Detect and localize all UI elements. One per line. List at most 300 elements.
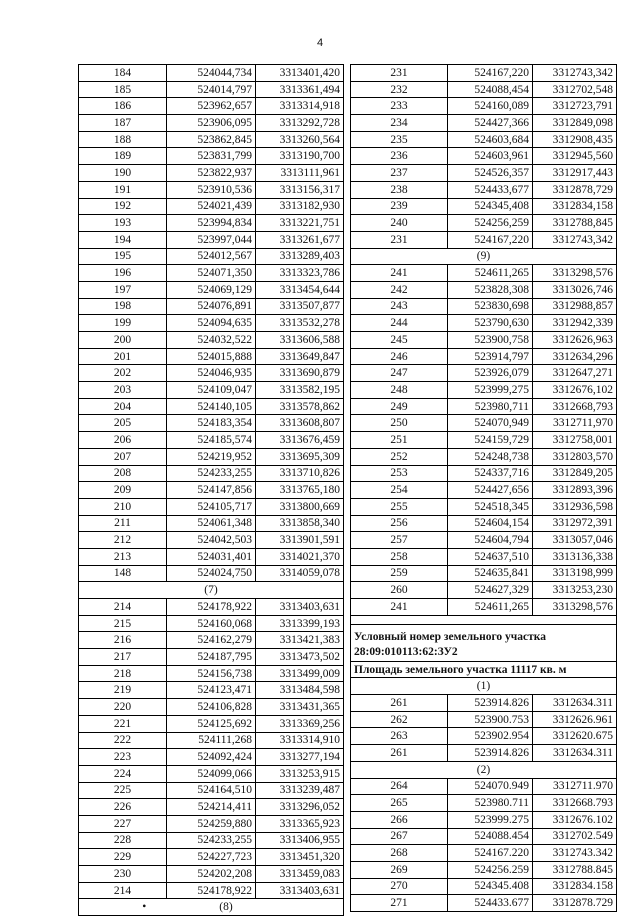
x-coordinate-cell: 523962,657 bbox=[167, 98, 256, 115]
point-number-cell: 255 bbox=[351, 498, 448, 515]
blank-row bbox=[351, 615, 617, 624]
x-coordinate-cell: 524178,922 bbox=[167, 599, 256, 616]
blank-cell bbox=[351, 615, 617, 624]
coordinate-row bbox=[351, 582, 617, 599]
y-coordinate-cell: 3312723,791 bbox=[533, 98, 617, 115]
plot-number-heading: Условный номер земельного участка 28:09:010113:62:ЗУ2 bbox=[351, 624, 617, 661]
x-coordinate-cell: 523914.826 bbox=[448, 745, 533, 762]
y-coordinate-cell: 3313314,910 bbox=[256, 732, 344, 749]
x-coordinate-cell: 524526,357 bbox=[448, 165, 533, 182]
point-number-cell: 271 bbox=[351, 895, 448, 912]
x-coordinate-cell: 524140,105 bbox=[167, 398, 256, 415]
coordinate-row bbox=[79, 782, 344, 799]
y-coordinate-cell: 3313578,862 bbox=[256, 398, 344, 415]
point-number-cell: 215 bbox=[79, 615, 167, 632]
coordinate-row bbox=[79, 165, 344, 182]
x-coordinate-cell: 523828,308 bbox=[448, 281, 533, 298]
x-coordinate-cell: 523914,797 bbox=[448, 348, 533, 365]
coordinate-row bbox=[79, 265, 344, 282]
coordinate-row bbox=[351, 878, 617, 895]
x-coordinate-cell: 524071,350 bbox=[167, 265, 256, 282]
point-number-cell: 256 bbox=[351, 515, 448, 532]
coordinate-row bbox=[351, 365, 617, 382]
y-coordinate-cell: 3312936,598 bbox=[533, 498, 617, 515]
y-coordinate-cell: 3313901,591 bbox=[256, 532, 344, 549]
point-number-cell: 186 bbox=[79, 98, 167, 115]
x-coordinate-cell: 524603,961 bbox=[448, 148, 533, 165]
coordinates-table-right-body bbox=[351, 65, 617, 912]
point-number-cell: 213 bbox=[79, 548, 167, 565]
point-number-cell: 223 bbox=[79, 749, 167, 766]
x-coordinate-cell: 524099,066 bbox=[167, 765, 256, 782]
x-coordinate-cell: 524187,795 bbox=[167, 649, 256, 666]
point-number-cell: 229 bbox=[79, 849, 167, 866]
point-number-cell: 209 bbox=[79, 482, 167, 499]
x-coordinate-cell: 524167.220 bbox=[448, 845, 533, 862]
point-number-cell: 222 bbox=[79, 732, 167, 749]
y-coordinate-cell: 3312676.102 bbox=[533, 811, 617, 828]
coordinate-row bbox=[351, 165, 617, 182]
x-coordinate-cell: 524518,345 bbox=[448, 498, 533, 515]
contour-label-cell bbox=[351, 678, 617, 695]
y-coordinate-cell: 3313690,879 bbox=[256, 365, 344, 382]
contour-separator-row bbox=[351, 678, 617, 695]
coordinate-row bbox=[79, 115, 344, 132]
point-number-cell: 230 bbox=[79, 866, 167, 883]
y-coordinate-cell: 3313473,502 bbox=[256, 649, 344, 666]
y-coordinate-cell: 3313403,631 bbox=[256, 599, 344, 616]
point-number-cell: 242 bbox=[351, 281, 448, 298]
coordinate-row bbox=[351, 281, 617, 298]
point-number-cell: 245 bbox=[351, 332, 448, 349]
y-coordinate-cell: 3313314,918 bbox=[256, 98, 344, 115]
y-coordinate-cell: 3313296,052 bbox=[256, 799, 344, 816]
point-number-cell: 219 bbox=[79, 682, 167, 699]
y-coordinate-cell: 3313260,564 bbox=[256, 131, 344, 148]
x-coordinate-cell: 523994,834 bbox=[167, 215, 256, 232]
x-coordinate-cell: 524162,279 bbox=[167, 632, 256, 649]
point-number-cell: 246 bbox=[351, 348, 448, 365]
coordinate-row bbox=[79, 348, 344, 365]
x-coordinate-cell: 523790,630 bbox=[448, 315, 533, 332]
coordinate-row bbox=[79, 498, 344, 515]
point-number-cell: 237 bbox=[351, 165, 448, 182]
x-coordinate-cell: 524024,750 bbox=[167, 565, 256, 582]
y-coordinate-cell: 3313858,340 bbox=[256, 515, 344, 532]
coordinate-row bbox=[79, 699, 344, 716]
coordinate-row bbox=[79, 649, 344, 666]
y-coordinate-cell: 3313800,669 bbox=[256, 498, 344, 515]
x-coordinate-cell: 524094,635 bbox=[167, 315, 256, 332]
y-coordinate-cell: 3313239,487 bbox=[256, 782, 344, 799]
point-number-cell: 208 bbox=[79, 465, 167, 482]
coordinate-row bbox=[351, 695, 617, 712]
y-coordinate-cell: 3312788.845 bbox=[533, 861, 617, 878]
coordinate-row bbox=[79, 532, 344, 549]
point-number-cell: 247 bbox=[351, 365, 448, 382]
coordinate-row bbox=[351, 115, 617, 132]
y-coordinate-cell: 3313361,494 bbox=[256, 81, 344, 98]
y-coordinate-cell: 3312878.729 bbox=[533, 895, 617, 912]
coordinate-row bbox=[351, 348, 617, 365]
point-number-cell: 259 bbox=[351, 565, 448, 582]
point-number-cell: 193 bbox=[79, 215, 167, 232]
point-number-cell: 217 bbox=[79, 649, 167, 666]
coordinate-row bbox=[351, 65, 617, 82]
y-coordinate-cell: 3312626.961 bbox=[533, 711, 617, 728]
y-coordinate-cell: 3313649,847 bbox=[256, 348, 344, 365]
x-coordinate-cell: 523997,044 bbox=[167, 231, 256, 248]
y-coordinate-cell: 3312834.158 bbox=[533, 878, 617, 895]
coordinate-row bbox=[351, 415, 617, 432]
x-coordinate-cell: 524345.408 bbox=[448, 878, 533, 895]
coordinate-row bbox=[79, 148, 344, 165]
x-coordinate-cell: 524106,828 bbox=[167, 699, 256, 716]
contour-label: (2) bbox=[476, 763, 491, 776]
coordinate-row bbox=[351, 315, 617, 332]
point-number-cell: 236 bbox=[351, 148, 448, 165]
coordinate-row bbox=[79, 882, 344, 899]
x-coordinate-cell: 523831,799 bbox=[167, 148, 256, 165]
coordinate-row bbox=[79, 231, 344, 248]
coordinate-row bbox=[79, 181, 344, 198]
coordinate-row bbox=[79, 632, 344, 649]
y-coordinate-cell: 3313057,046 bbox=[533, 532, 617, 549]
coordinate-row bbox=[79, 248, 344, 265]
x-coordinate-cell: 524088,454 bbox=[448, 81, 533, 98]
point-number-cell: 227 bbox=[79, 815, 167, 832]
y-coordinate-cell: 3313221,751 bbox=[256, 215, 344, 232]
coordinates-table-right bbox=[350, 64, 617, 912]
point-number-cell: 266 bbox=[351, 811, 448, 828]
coordinate-row bbox=[351, 131, 617, 148]
x-coordinate-cell: 524259,880 bbox=[167, 815, 256, 832]
coordinate-row bbox=[351, 895, 617, 912]
y-coordinate-cell: 3313401,420 bbox=[256, 65, 344, 82]
point-number-cell: 261 bbox=[351, 695, 448, 712]
coordinate-row bbox=[351, 498, 617, 515]
point-number-cell: 192 bbox=[79, 198, 167, 215]
coordinate-row bbox=[79, 482, 344, 499]
coordinate-row bbox=[79, 332, 344, 349]
coordinate-row bbox=[351, 81, 617, 98]
point-number-cell: 263 bbox=[351, 728, 448, 745]
x-coordinate-cell: 524164,510 bbox=[167, 782, 256, 799]
point-number-cell: 198 bbox=[79, 298, 167, 315]
x-coordinate-cell: 524111,268 bbox=[167, 732, 256, 749]
point-number-cell: 226 bbox=[79, 799, 167, 816]
x-coordinate-cell: 524088.454 bbox=[448, 828, 533, 845]
coordinate-row bbox=[79, 749, 344, 766]
point-number-cell: 224 bbox=[79, 765, 167, 782]
y-coordinate-cell: 3314021,370 bbox=[256, 548, 344, 565]
x-coordinate-cell: 523926,079 bbox=[448, 365, 533, 382]
coordinate-row bbox=[79, 448, 344, 465]
coordinate-row bbox=[79, 732, 344, 749]
point-number-cell: 221 bbox=[79, 715, 167, 732]
point-number-cell: 197 bbox=[79, 281, 167, 298]
coordinate-row bbox=[351, 198, 617, 215]
point-number-cell: 250 bbox=[351, 415, 448, 432]
x-coordinate-cell: 524031,401 bbox=[167, 548, 256, 565]
y-coordinate-cell: 3313765,180 bbox=[256, 482, 344, 499]
point-number-cell: 216 bbox=[79, 632, 167, 649]
y-coordinate-cell: 3313431,365 bbox=[256, 699, 344, 716]
x-coordinate-cell: 524092,424 bbox=[167, 749, 256, 766]
coordinate-row bbox=[351, 448, 617, 465]
coordinate-row bbox=[351, 215, 617, 232]
coordinate-row bbox=[351, 795, 617, 812]
y-coordinate-cell: 3313499,009 bbox=[256, 665, 344, 682]
x-coordinate-cell: 524202,208 bbox=[167, 866, 256, 883]
coordinate-row bbox=[351, 532, 617, 549]
point-number-cell: 261 bbox=[351, 745, 448, 762]
y-coordinate-cell: 3312626,963 bbox=[533, 332, 617, 349]
contour-separator-row bbox=[351, 761, 617, 778]
x-coordinate-cell: 524109,047 bbox=[167, 382, 256, 399]
y-coordinate-cell: 3312702,548 bbox=[533, 81, 617, 98]
point-number-cell: 231 bbox=[351, 65, 448, 82]
y-coordinate-cell: 3314059,078 bbox=[256, 565, 344, 582]
x-coordinate-cell: 523910,536 bbox=[167, 181, 256, 198]
x-coordinate-cell: 524167,220 bbox=[448, 65, 533, 82]
x-coordinate-cell: 524021,439 bbox=[167, 198, 256, 215]
x-coordinate-cell: 523830,698 bbox=[448, 298, 533, 315]
point-number-cell: 195 bbox=[79, 248, 167, 265]
y-coordinate-cell: 3313608,807 bbox=[256, 415, 344, 432]
x-coordinate-cell: 524160,089 bbox=[448, 98, 533, 115]
coordinate-row bbox=[79, 765, 344, 782]
coordinate-row bbox=[79, 465, 344, 482]
point-number-cell: 194 bbox=[79, 231, 167, 248]
point-number-cell: 264 bbox=[351, 778, 448, 795]
point-number-cell: 191 bbox=[79, 181, 167, 198]
coordinate-row bbox=[351, 711, 617, 728]
x-coordinate-cell: 524233,255 bbox=[167, 465, 256, 482]
coordinate-row bbox=[79, 398, 344, 415]
y-coordinate-cell: 3313323,786 bbox=[256, 265, 344, 282]
y-coordinate-cell: 3313606,588 bbox=[256, 332, 344, 349]
x-coordinate-cell: 523914.826 bbox=[448, 695, 533, 712]
y-coordinate-cell: 3312634,296 bbox=[533, 348, 617, 365]
y-coordinate-cell: 3313365,923 bbox=[256, 815, 344, 832]
y-coordinate-cell: 3313111,961 bbox=[256, 165, 344, 182]
point-number-cell: 214 bbox=[79, 599, 167, 616]
x-coordinate-cell: 524076,891 bbox=[167, 298, 256, 315]
x-coordinate-cell: 524167,220 bbox=[448, 231, 533, 248]
y-coordinate-cell: 3313406,955 bbox=[256, 832, 344, 849]
coordinate-row bbox=[79, 281, 344, 298]
dot-mark: • bbox=[142, 901, 147, 914]
point-number-cell: 251 bbox=[351, 432, 448, 449]
x-coordinate-cell: 524635,841 bbox=[448, 565, 533, 582]
point-number-cell: 225 bbox=[79, 782, 167, 799]
y-coordinate-cell: 3313198,999 bbox=[533, 565, 617, 582]
coordinate-row bbox=[79, 515, 344, 532]
coordinate-row bbox=[79, 548, 344, 565]
point-number-cell: 262 bbox=[351, 711, 448, 728]
y-coordinate-cell: 3313676,459 bbox=[256, 432, 344, 449]
x-coordinate-cell: 523906,095 bbox=[167, 115, 256, 132]
coordinates-table-left bbox=[78, 64, 344, 916]
y-coordinate-cell: 3313399,193 bbox=[256, 615, 344, 632]
x-coordinate-cell: 524160,068 bbox=[167, 615, 256, 632]
plot-area-heading: Площадь земельного участка 11117 кв. м bbox=[351, 661, 617, 678]
x-coordinate-cell: 523822,937 bbox=[167, 165, 256, 182]
contour-label-cell bbox=[79, 899, 344, 916]
point-number-cell: 218 bbox=[79, 665, 167, 682]
y-coordinate-cell: 3312676,102 bbox=[533, 382, 617, 399]
point-number-cell: 257 bbox=[351, 532, 448, 549]
y-coordinate-cell: 3313507,877 bbox=[256, 298, 344, 315]
y-coordinate-cell: 3313710,826 bbox=[256, 465, 344, 482]
contour-label: (8) bbox=[219, 901, 233, 914]
x-coordinate-cell: 524256,259 bbox=[448, 215, 533, 232]
coordinate-row bbox=[79, 131, 344, 148]
point-number-cell: 232 bbox=[351, 81, 448, 98]
coordinate-row bbox=[79, 615, 344, 632]
coordinate-row bbox=[79, 298, 344, 315]
y-coordinate-cell: 3313253,230 bbox=[533, 582, 617, 599]
y-coordinate-cell: 3312711,970 bbox=[533, 415, 617, 432]
y-coordinate-cell: 3313261,677 bbox=[256, 231, 344, 248]
x-coordinate-cell: 524014,797 bbox=[167, 81, 256, 98]
x-coordinate-cell: 524627,329 bbox=[448, 582, 533, 599]
coordinate-row bbox=[79, 65, 344, 82]
x-coordinate-cell: 523902.954 bbox=[448, 728, 533, 745]
coordinate-row bbox=[351, 265, 617, 282]
coordinate-row bbox=[79, 565, 344, 582]
point-number-cell: 239 bbox=[351, 198, 448, 215]
x-coordinate-cell: 524219,952 bbox=[167, 448, 256, 465]
x-coordinate-cell: 523980,711 bbox=[448, 398, 533, 415]
coordinate-row bbox=[79, 415, 344, 432]
coordinate-row bbox=[79, 98, 344, 115]
point-number-cell: 233 bbox=[351, 98, 448, 115]
y-coordinate-cell: 3312620.675 bbox=[533, 728, 617, 745]
y-coordinate-cell: 3312647,271 bbox=[533, 365, 617, 382]
point-number-cell: 188 bbox=[79, 131, 167, 148]
point-number-cell: 210 bbox=[79, 498, 167, 515]
x-coordinate-cell: 524012,567 bbox=[167, 248, 256, 265]
y-coordinate-cell: 3313190,700 bbox=[256, 148, 344, 165]
point-number-cell: 268 bbox=[351, 845, 448, 862]
coordinate-row bbox=[79, 81, 344, 98]
y-coordinate-cell: 3313298,576 bbox=[533, 265, 617, 282]
point-number-cell: 200 bbox=[79, 332, 167, 349]
coordinates-table-left-body bbox=[79, 65, 344, 916]
x-coordinate-cell: 524604,154 bbox=[448, 515, 533, 532]
y-coordinate-cell: 3312668,793 bbox=[533, 398, 617, 415]
coordinate-row bbox=[351, 599, 617, 616]
coordinate-row bbox=[79, 315, 344, 332]
y-coordinate-cell: 3313136,338 bbox=[533, 548, 617, 565]
point-number-cell: 267 bbox=[351, 828, 448, 845]
contour-label: (1) bbox=[476, 680, 491, 693]
coordinate-row bbox=[351, 548, 617, 565]
x-coordinate-cell: 524256.259 bbox=[448, 861, 533, 878]
x-coordinate-cell: 524156,738 bbox=[167, 665, 256, 682]
x-coordinate-cell: 524214,411 bbox=[167, 799, 256, 816]
x-coordinate-cell: 524248,738 bbox=[448, 448, 533, 465]
point-number-cell: 241 bbox=[351, 599, 448, 616]
x-coordinate-cell: 523900.753 bbox=[448, 711, 533, 728]
point-number-cell: 235 bbox=[351, 131, 448, 148]
x-coordinate-cell: 524433,677 bbox=[448, 181, 533, 198]
x-coordinate-cell: 524185,574 bbox=[167, 432, 256, 449]
coordinate-row bbox=[351, 432, 617, 449]
coordinate-row bbox=[79, 215, 344, 232]
y-coordinate-cell: 3312702.549 bbox=[533, 828, 617, 845]
x-coordinate-cell: 524233,255 bbox=[167, 832, 256, 849]
point-number-cell: 202 bbox=[79, 365, 167, 382]
coordinate-row bbox=[351, 828, 617, 845]
point-number-cell: 248 bbox=[351, 382, 448, 399]
point-number-cell: 265 bbox=[351, 795, 448, 812]
coordinate-row bbox=[351, 728, 617, 745]
coordinate-row bbox=[351, 298, 617, 315]
y-coordinate-cell: 3313421,383 bbox=[256, 632, 344, 649]
coordinate-row bbox=[351, 845, 617, 862]
x-coordinate-cell: 524427,366 bbox=[448, 115, 533, 132]
coordinate-row bbox=[351, 778, 617, 795]
x-coordinate-cell: 523980.711 bbox=[448, 795, 533, 812]
y-coordinate-cell: 3312788,845 bbox=[533, 215, 617, 232]
y-coordinate-cell: 3312878,729 bbox=[533, 181, 617, 198]
point-number-cell: 205 bbox=[79, 415, 167, 432]
x-coordinate-cell: 524433.677 bbox=[448, 895, 533, 912]
y-coordinate-cell: 3313253,915 bbox=[256, 765, 344, 782]
y-coordinate-cell: 3312893,396 bbox=[533, 482, 617, 499]
y-coordinate-cell: 3313292,728 bbox=[256, 115, 344, 132]
x-coordinate-cell: 524427,656 bbox=[448, 482, 533, 499]
point-number-cell: 243 bbox=[351, 298, 448, 315]
point-number-cell: 204 bbox=[79, 398, 167, 415]
point-number-cell: 260 bbox=[351, 582, 448, 599]
y-coordinate-cell: 3313026,746 bbox=[533, 281, 617, 298]
x-coordinate-cell: 524061,348 bbox=[167, 515, 256, 532]
x-coordinate-cell: 524044,734 bbox=[167, 65, 256, 82]
x-coordinate-cell: 524345,408 bbox=[448, 198, 533, 215]
x-coordinate-cell: 524069,129 bbox=[167, 281, 256, 298]
point-number-cell: 234 bbox=[351, 115, 448, 132]
y-coordinate-cell: 3313695,309 bbox=[256, 448, 344, 465]
coordinate-row bbox=[351, 861, 617, 878]
y-coordinate-cell: 3312942,339 bbox=[533, 315, 617, 332]
x-coordinate-cell: 523900,758 bbox=[448, 332, 533, 349]
contour-separator-row bbox=[79, 899, 344, 916]
x-coordinate-cell: 524178,922 bbox=[167, 882, 256, 899]
coordinate-row bbox=[351, 148, 617, 165]
coordinate-row bbox=[79, 815, 344, 832]
point-number-cell: 241 bbox=[351, 265, 448, 282]
coordinate-row bbox=[351, 398, 617, 415]
point-number-cell: 207 bbox=[79, 448, 167, 465]
point-number-cell: 249 bbox=[351, 398, 448, 415]
y-coordinate-cell: 3312849,098 bbox=[533, 115, 617, 132]
point-number-cell: 228 bbox=[79, 832, 167, 849]
point-number-cell: 184 bbox=[79, 65, 167, 82]
x-coordinate-cell: 524159,729 bbox=[448, 432, 533, 449]
plot-area-row bbox=[351, 661, 617, 678]
point-number-cell: 148 bbox=[79, 565, 167, 582]
y-coordinate-cell: 3312834,158 bbox=[533, 198, 617, 215]
point-number-cell: 258 bbox=[351, 548, 448, 565]
y-coordinate-cell: 3313459,083 bbox=[256, 866, 344, 883]
point-number-cell: 214 bbox=[79, 882, 167, 899]
point-number-cell: 206 bbox=[79, 432, 167, 449]
y-coordinate-cell: 3312758,001 bbox=[533, 432, 617, 449]
